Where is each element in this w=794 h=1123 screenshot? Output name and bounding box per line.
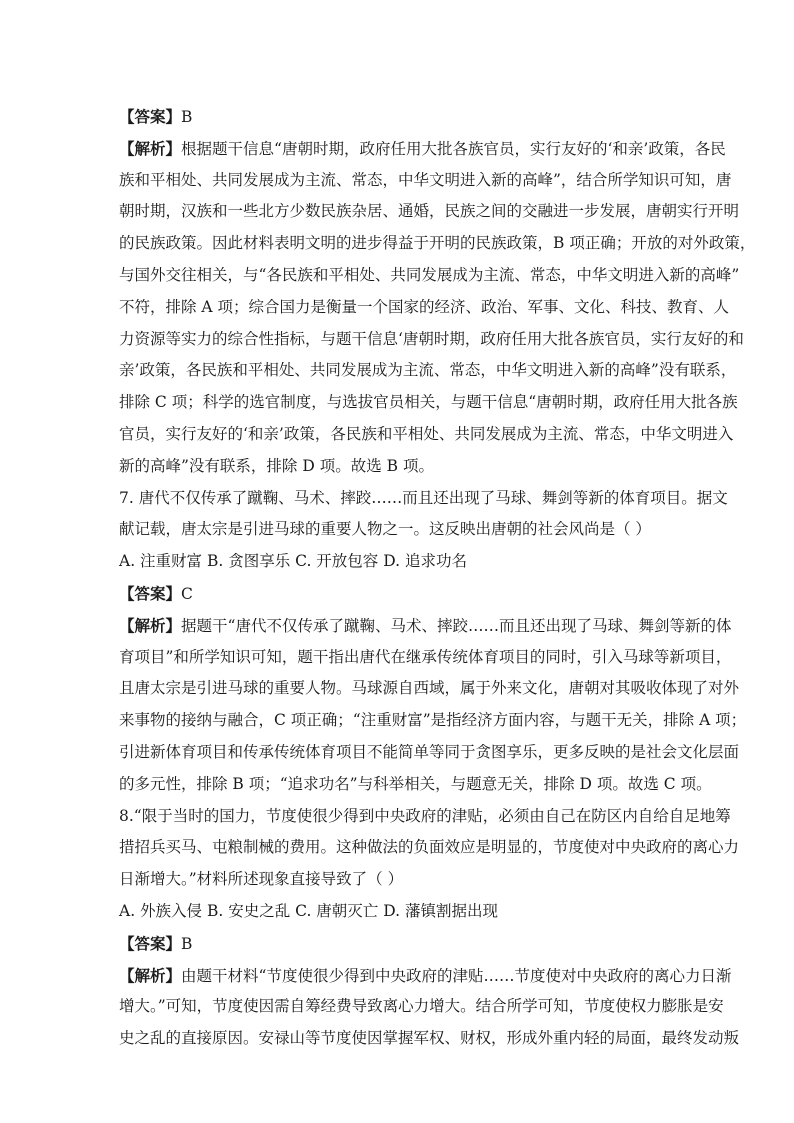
question-7-stem: 献记载，唐太宗是引进马球的重要人物之一。这反映出唐朝的社会风尚是（ ） — [119, 520, 651, 539]
analysis-line: 的民族政策。因此材料表明文明的进步得益于开明的民族政策，B 项正确；开放的对外政策， — [119, 234, 756, 253]
analysis-line: 排除 C 项；科学的选官制度，与选拔官员相关，与题干信息“唐朝时期，政府任用大批各族 — [119, 393, 738, 412]
analysis-text: 据题干“唐代不仅传承了蹴鞠、马术、摔跤……而且还出现了马球、舞剑等新的体 — [181, 616, 732, 635]
analysis-line: 且唐太宗是引进马球的重要人物。马球源自西域，属于外来文化，唐朝对其吸收体现了对外 — [119, 679, 740, 698]
question-7-options: A. 注重财富 B. 贪图享乐 C. 开放包容 D. 追求功名 — [119, 552, 467, 571]
analysis-label: 【解析】 — [119, 138, 182, 158]
question-7-stem: 7. 唐代不仅传承了蹴鞠、马术、摔跤……而且还出现了马球、舞剑等新的体育项目。据文 — [119, 488, 728, 507]
analysis-label: 【解析】 — [119, 615, 182, 635]
answer-line — [119, 101, 679, 133]
analysis-line: 新的高峰”没有联系，排除 D 项。故选 B 项。 — [119, 456, 434, 475]
document-page — [119, 101, 756, 1055]
analysis-label: 【解析】 — [119, 965, 182, 985]
analysis-text: 由题干材料“节度使很少得到中央政府的津贴……节度使对中央政府的离心力日渐 — [181, 966, 732, 985]
analysis-line: 不符，排除 A 项；综合国力是衡量一个国家的经济、政治、军事、文化、科技、教育、人 — [119, 297, 730, 316]
answer-line — [119, 578, 679, 610]
question-8-stem: 日渐增大。”材料所述现象直接导致了（ ） — [119, 870, 404, 889]
analysis-line: 官员，实行友好的‘和亲’政策，各民族和平相处、共同发展成为主流、常态，中华文明进入 — [119, 424, 734, 443]
analysis-line: 朝时期，汉族和一些北方少数民族杂居、通婚，民族之间的交融进一步发展，唐朝实行开明 — [119, 202, 740, 221]
answer-value: B — [181, 934, 193, 953]
answer-label: 【答案】 — [119, 583, 182, 603]
analysis-line: 亲’政策，各民族和平相处、共同发展成为主流、常态，中华文明进入新的高峰”没有联系， — [119, 361, 737, 380]
analysis-line: 与国外交往相关，与“各民族和平相处、共同发展成为主流、常态，中华文明进入新的高峰” — [119, 265, 740, 284]
question-8-stem: 措招兵买马、屯粮制械的费用。这种做法的负面效应是明显的，节度使对中央政府的离心力 — [119, 838, 740, 857]
analysis-line: 族和平相处、共同发展成为主流、常态，中华文明进入新的高峰”，结合所学知识可知，唐 — [119, 170, 732, 189]
analysis-line: 育项目”和所学知识可知，题干指出唐代在继承传统体育项目的同时，引入马球等新项目， — [119, 647, 732, 666]
analysis-line: 的多元性，排除 B 项；“追求功名”与科举相关，与题意无关，排除 D 项。故选 C 项。 — [119, 774, 712, 793]
analysis-line: 引进新体育项目和传承传统体育项目不能简单等同于贪图享乐，更多反映的是社会文化层面 — [119, 742, 740, 761]
answer-label: 【答案】 — [119, 933, 182, 953]
analysis-line: 来事物的接纳与融合，C 项正确；“注重财富”是指经济方面内容，与题干无关，排除 A 项； — [119, 711, 747, 730]
analysis-line: 增大。”可知，节度使因需自筹经费导致离心力增大。结合所学可知，节度使权力膨胀是安 — [119, 997, 724, 1016]
analysis-line — [119, 610, 732, 642]
answer-label: 【答案】 — [119, 107, 182, 126]
answer-value: B — [181, 108, 193, 126]
analysis-line: 史之乱的直接原因。安禄山等节度使因掌握军权、财权，形成外重内轻的局面，最终发动叛 — [119, 1029, 740, 1048]
answer-line — [119, 928, 679, 960]
question-8-stem: 8.“限于当时的国力，节度使很少得到中央政府的津贴，必须由自己在防区内自给自足地筹 — [119, 806, 731, 825]
analysis-text: 根据题干信息“唐朝时期，政府任用大批各族官员，实行友好的‘和亲’政策，各民 — [181, 139, 726, 158]
analysis-line: 力资源等实力的综合性指标，与题干信息‘唐朝时期，政府任用大批各族官员，实行友好的和 — [119, 329, 744, 348]
answer-value: C — [181, 584, 193, 603]
analysis-line — [119, 133, 726, 165]
question-8-options: A. 外族入侵 B. 安史之乱 C. 唐朝灭亡 D. 藩镇割据出现 — [119, 901, 498, 920]
analysis-line — [119, 960, 732, 992]
